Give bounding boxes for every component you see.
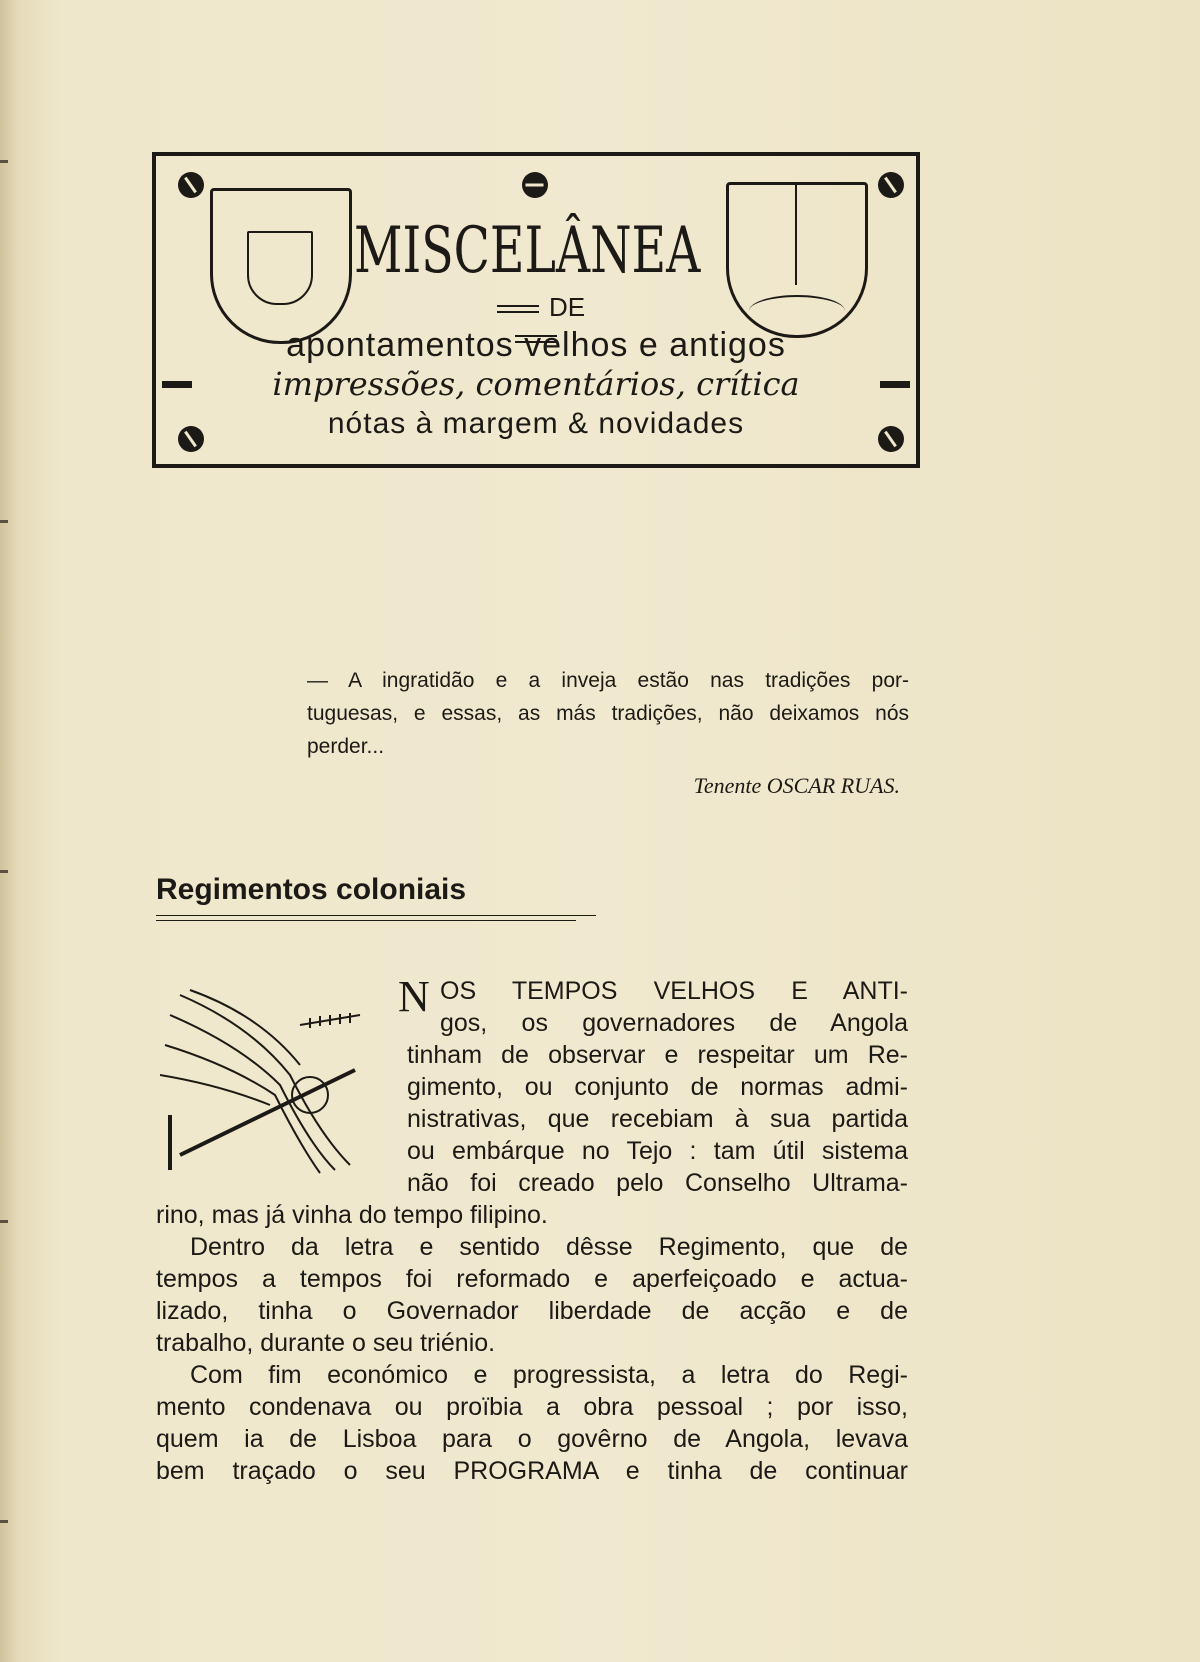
masthead-box [152,152,920,468]
masthead-subtitle: nótas à margem & novidades [327,407,745,440]
article-line: gimento, ou conjunto de normas admi- [407,1073,908,1101]
article-line: tempos a tempos foi reformado e aperfeiçoado e actua- [156,1265,908,1293]
wheat-sheaf-illustration [160,985,365,1175]
binding-mark [0,1520,8,1523]
dash-ornament [880,381,910,388]
article-line: Dentro da letra e sentido dêsse Regimento, que de [190,1233,908,1261]
article-line: lizado, tinha o Governador liberdade de acção e de [156,1297,908,1325]
article-line: OS TEMPOS VELHOS E ANTI- [440,977,908,1005]
angola-coat-of-arms-icon [726,182,868,338]
dash-ornament [162,381,192,388]
article-title: Regimentos coloniais [156,873,467,906]
rivet-icon [878,172,904,198]
masthead-title: MISCELÂNEA [354,214,701,288]
article-line: trabalho, durante o seu triénio. [156,1329,496,1357]
masthead-de: DE [456,292,616,322]
article-line: bem traçado o seu PROGRAMA e tinha de continuar [156,1457,908,1485]
article-line: gos, os governadores de Angola [440,1009,908,1037]
binding-mark [0,160,8,163]
article-line: mento condenava ou proïbia a obra pessoal ; por isso, [156,1393,908,1421]
article-line: nistrativas, que recebiam à sua partida [407,1105,908,1133]
masthead-subtitle-cursive: impressões, comentários, crítica [272,365,800,403]
epigraph-author: Tenente OSCAR RUAS. [693,773,900,798]
article-line: tinham de observar e respeitar um Re- [407,1041,908,1069]
binding-mark [0,520,8,523]
binding-mark [0,1220,8,1223]
article-line: rino, mas já vinha do tempo filipino. [156,1201,548,1229]
epigraph-line: perder... [307,735,385,758]
portuguese-coat-of-arms-icon [210,188,352,344]
title-rule [156,915,596,916]
rivet-icon [178,172,204,198]
binding-mark [0,870,8,873]
rivet-icon [522,172,548,198]
article-line: quem ia de Lisboa para o govêrno de Angola, levava [156,1425,908,1453]
epigraph-line: — A ingratidão e a inveja estão nas tradições por- [307,669,909,692]
masthead-subtitle: apontamentos velhos e antigos [286,326,786,364]
epigraph-line: tuguesas, e essas, as más tradições, não deixamos nós [307,702,909,725]
article-line: ou embárque no Tejo : tam útil sistema [407,1137,908,1165]
article-line: não foi creado pelo Conselho Ultrama- [407,1169,908,1197]
title-rule [156,920,576,921]
drop-cap: N [398,972,430,1021]
article-line: Com fim económico e progressista, a letra do Regi- [190,1361,908,1389]
